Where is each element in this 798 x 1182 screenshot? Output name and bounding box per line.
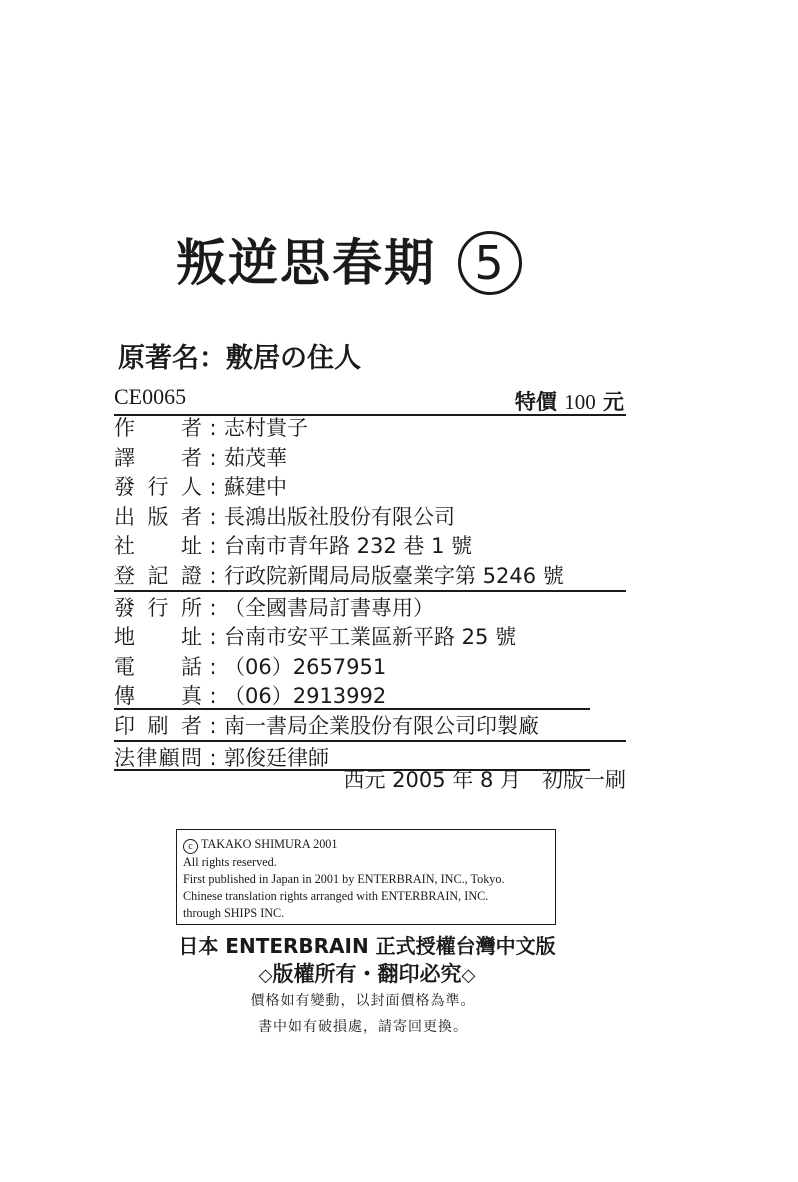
rights-notice <box>0 958 734 988</box>
credit-row-translator: 譯者 : 茹茂華 <box>114 442 626 472</box>
credit-value: 行政院新聞局局版臺業字第 5246 號 <box>224 563 564 588</box>
credit-value: 志村貴子 <box>224 416 308 440</box>
copyright-line-2: All rights reserved. <box>183 855 277 869</box>
credit-row-publisher: 發行人 : 蘇建中 <box>114 471 626 501</box>
credit-label: 譯者 <box>114 445 202 470</box>
credit-label: 登記證 <box>114 563 202 588</box>
credit-row-phone: 電話 : （06）2657951 <box>114 651 626 681</box>
credit-value: 南一書局企業股份有限公司印製廠 <box>224 713 539 738</box>
price-change-note: 價格如有變動，以封面價格為準。 <box>250 993 476 1009</box>
diamond-icon: ◇ <box>258 965 273 986</box>
credit-label: 印刷者 <box>114 713 202 738</box>
copyright-icon: c <box>183 839 198 854</box>
damage-note: 書中如有破損處，請寄回更換。 <box>258 1019 468 1035</box>
credit-value: （全國書局訂書專用） <box>224 595 434 620</box>
credit-row-author: 作者 : 志村貴子 <box>114 412 626 442</box>
copyright-line-5: through SHIPS INC. <box>183 906 285 920</box>
edition-date: 西元 2005 年 8 月 初版一刷 <box>343 768 626 792</box>
rights-text: 版權所有・翻印必究 <box>272 962 462 986</box>
credit-value: （06）2913992 <box>224 684 387 709</box>
copyright-line-3: First published in Japan in 2001 by ENTERBRAIN, INC., Tokyo. <box>183 872 505 886</box>
credit-label: 作者 <box>114 416 202 440</box>
diamond-icon: ◇ <box>461 965 476 986</box>
product-code: CE0065 <box>114 384 187 409</box>
copyright-box <box>176 829 556 925</box>
credit-value: 茹茂華 <box>224 445 287 470</box>
credit-row-address: 地址 : 台南市安平工業區新平路 25 號 <box>114 621 626 651</box>
price-label: 特價 <box>514 390 557 414</box>
book-title-text: 叛逆思春期 <box>176 234 436 292</box>
volume-number: 5 <box>458 231 522 295</box>
credit-label: 電話 <box>114 654 202 679</box>
book-title <box>176 228 522 299</box>
credit-row-legal: 法律顧問 : 郭俊廷律師 <box>114 742 626 772</box>
authorization-notice: 日本 ENTERBRAIN 正式授權台灣中文版 <box>178 934 556 958</box>
credit-value: 蘇建中 <box>224 475 287 500</box>
credit-row-distributor: 發行所 : （全國書局訂書專用） <box>114 592 626 622</box>
price-unit: 元 <box>603 390 624 414</box>
copyright-line-4: Chinese translation rights arranged with ENTERBRAIN, INC. <box>183 889 489 903</box>
credit-row-registration: 登記證 : 行政院新聞局局版臺業字第 5246 號 <box>114 560 626 592</box>
credit-value: 台南市安平工業區新平路 25 號 <box>224 625 517 650</box>
credit-label: 出版者 <box>114 504 202 529</box>
credit-label: 地址 <box>114 625 202 650</box>
copyright-line-1: c TAKAKO SHIMURA 2001 <box>183 836 555 854</box>
original-title: 原著名：敷居の住人 <box>118 343 361 374</box>
credit-label: 發行人 <box>114 475 202 500</box>
credit-label: 法律顧問 <box>114 745 202 770</box>
credits-list <box>114 412 626 771</box>
credit-row-press: 出版者 : 長鴻出版社股份有限公司 <box>114 501 626 531</box>
credit-value: 台南市青年路 232 巷 1 號 <box>224 534 473 559</box>
credit-row-fax: 傳真 : （06）2913992 <box>114 680 626 710</box>
credit-row-printer: 印刷者 : 南一書局企業股份有限公司印製廠 <box>114 710 626 742</box>
price-value: 100 <box>564 390 596 414</box>
credit-label: 社址 <box>114 534 202 559</box>
credit-value: 長鴻出版社股份有限公司 <box>224 504 455 529</box>
credit-value: 郭俊廷律師 <box>224 745 329 770</box>
credit-label: 發行所 <box>114 595 202 620</box>
credit-value: （06）2657951 <box>224 654 387 679</box>
credit-row-press-address: 社址 : 台南市青年路 232 巷 1 號 <box>114 530 626 560</box>
credit-label: 傳真 <box>114 684 202 709</box>
